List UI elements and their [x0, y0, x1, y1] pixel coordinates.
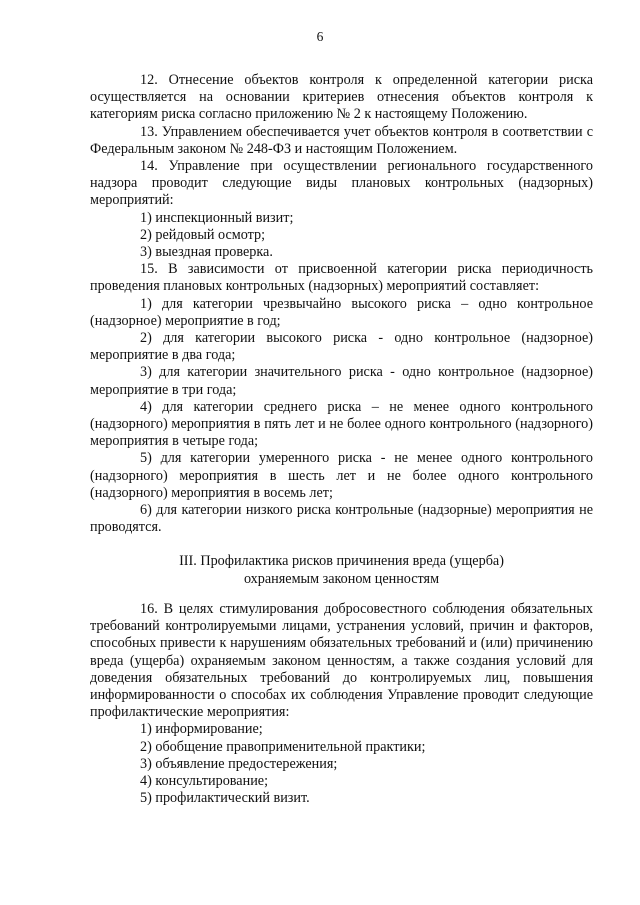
page-number: 6 — [316, 29, 324, 44]
paragraph: 12. Отнесение объектов контроля к определенной категории риска осуществляется на основании критериев отнесения объектов контроля к категориям риска согласно приложению № 2 к настоящему Положению. — [90, 72, 593, 123]
paragraph: 14. Управление при осуществлении регионального государственного надзора проводит следующие виды плановых контрольных (надзорных) мероприятий: — [90, 158, 593, 209]
list-item: 4) консультирование; — [140, 772, 269, 789]
list-item: 1) инспекционный визит; — [140, 209, 294, 226]
document-body — [90, 72, 593, 807]
paragraph: 6) для категории низкого риска контрольные (надзорные) мероприятия не проводятся. — [90, 502, 593, 536]
paragraph: 13. Управлением обеспечивается учет объектов контроля в соответствии с Федеральным законом № 248-ФЗ и настоящим Положением. — [90, 123, 593, 157]
paragraph: 16. В целях стимулирования добросовестного соблюдения обязательных требований контролируемыми лицами, устранения условий, причин и факторов, способных привести к нарушениям обязательных требований и (или) причинению вреда (ущерба) охраняемым законом ценностям, а также создания условий для доведения обязательных требований до контролируемых лиц, повышения информированности о способах их соблюдения Управление проводит следующие профилактические мероприятия: — [90, 600, 593, 721]
list-item: 5) профилактический визит. — [140, 790, 310, 807]
section-title-line-1: III. Профилактика рисков причинения вреда (ущерба) — [179, 553, 504, 570]
list-item: 2) обобщение правоприменительной практики; — [140, 738, 426, 755]
section-title-line-2: охраняемым законом ценностям — [243, 570, 440, 587]
section-2-text — [90, 72, 593, 536]
paragraph: 4) для категории среднего риска – не менее одного контрольного (надзорного) мероприятия в пять лет и не более одного контрольного (надзорного) мероприятия в четыре года; — [90, 398, 593, 450]
paragraph: 15. В зависимости от присвоенной категории риска периодичность проведения плановых контрольных (надзорных) мероприятий составляет: — [90, 261, 593, 295]
list-item: 3) объявление предостережения; — [140, 755, 338, 772]
paragraph: 2) для категории высокого риска - одно контрольное (надзорное) мероприятие в два года; — [90, 330, 593, 364]
section-title — [90, 553, 593, 587]
list-item: 1) информирование; — [140, 721, 263, 738]
list-item: 2) рейдовый осмотр; — [140, 226, 266, 243]
section-3-text — [90, 601, 593, 807]
paragraph: 1) для категории чрезвычайно высокого риска – одно контрольное (надзорное) мероприятие в год; — [90, 295, 593, 329]
paragraph: 5) для категории умеренного риска - не менее одного контрольного (надзорного) мероприятия в шесть лет и не более одного контрольного (надзорного) мероприятия в восемь лет; — [90, 450, 593, 501]
paragraph: 3) для категории значительного риска - одно контрольное (надзорное) мероприятие в три года; — [90, 364, 593, 398]
list-item: 3) выездная проверка. — [140, 244, 273, 261]
